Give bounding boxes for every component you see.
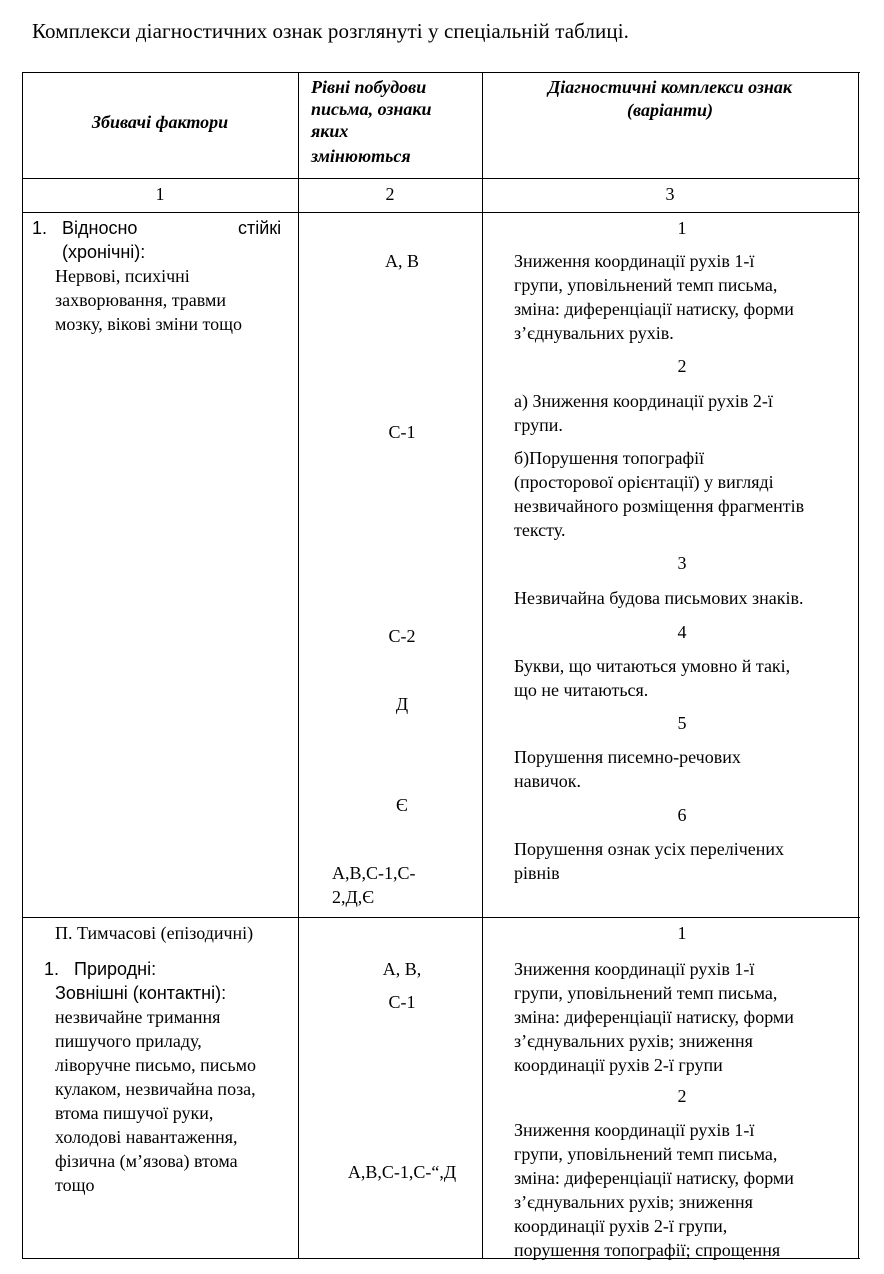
- variant-line: незвичайного розміщення фрагментів: [514, 496, 805, 516]
- variant-line: Незвичайна будова письмових знаків.: [514, 588, 804, 608]
- variant-number: 4: [677, 622, 687, 642]
- level-label: С-1: [388, 992, 416, 1012]
- variant-number: 5: [677, 713, 687, 733]
- section2-factor-line: кулаком, незвичайна поза,: [55, 1079, 256, 1099]
- section2-factor-line: фізична (м’язова) втома: [55, 1151, 238, 1171]
- section2-factor-line: незвичайне тримання: [55, 1007, 221, 1027]
- variant-line: Порушення писемно-речових: [514, 747, 741, 767]
- column-number: 2: [385, 184, 395, 204]
- intro-text: Комплекси діагностичних ознак розглянуті у спеціальній таблиці.: [32, 19, 629, 43]
- variant-line: Зниження координації рухів 1-ї: [514, 251, 755, 271]
- section1-factor-line: мозку, вікові зміни тощо: [55, 314, 243, 334]
- level-label: А, В,: [382, 959, 422, 979]
- variant-line: координації рухів 2-ї групи,: [514, 1216, 728, 1236]
- variant-number: 1: [677, 218, 687, 238]
- section2-sub-title: Природні:: [74, 959, 157, 979]
- variant-line: групи, уповільнений темп письма,: [514, 1144, 778, 1164]
- table-rule: [22, 917, 860, 918]
- level-label: Є: [396, 795, 408, 815]
- variant-line: б)Порушення топографії: [514, 448, 705, 468]
- column-number: 1: [155, 184, 165, 204]
- section1-factor-line: Нервові, психічні: [55, 266, 190, 286]
- variant-line: рівнів: [514, 863, 560, 883]
- table-rule: [22, 178, 860, 179]
- section2-title: П. Тимчасові (епізодичні): [55, 923, 254, 943]
- variant-number: 6: [677, 805, 687, 825]
- level-label: Д: [395, 694, 409, 714]
- table-rule: [22, 212, 860, 213]
- variant-line: зміна: диференціації натиску, форми: [514, 299, 794, 319]
- section1-factor-line: захворювання, травми: [55, 290, 227, 310]
- variant-line: групи.: [514, 415, 563, 435]
- variant-number: 2: [677, 356, 687, 376]
- variant-line: групи, уповільнений темп письма,: [514, 275, 778, 295]
- section1-factor-word: Відносно: [62, 218, 138, 238]
- section2-factor-line: пишучого приладу,: [55, 1031, 202, 1051]
- variant-line: що не читаються.: [514, 680, 649, 700]
- variant-line: Зниження координації рухів 1-ї: [514, 1120, 755, 1140]
- section2-factor-line: Зовнішні (контактні):: [55, 983, 227, 1003]
- section2-factor-line: холодові навантаження,: [55, 1127, 238, 1147]
- header-levels-line: яких: [311, 121, 349, 141]
- variant-line: Букви, що читаються умовно й такі,: [514, 656, 791, 676]
- level-label: 2,Д,Є: [332, 887, 375, 907]
- variant-number: 3: [677, 553, 687, 573]
- table-border-right: [858, 72, 859, 1259]
- variant-line: з’єднувальних рухів.: [514, 323, 674, 343]
- section1-number: 1.: [32, 218, 48, 238]
- variant-line: з’єднувальних рухів; зниження: [514, 1031, 753, 1051]
- variant-line: навичок.: [514, 771, 582, 791]
- level-label: А,В,С-1,С-: [332, 863, 416, 883]
- section1-factor-word: стійкі: [238, 218, 282, 238]
- section1-factor-line: (хронічні):: [62, 242, 146, 262]
- column-number: 3: [665, 184, 675, 204]
- variant-line: координації рухів 2-ї групи: [514, 1055, 723, 1075]
- header-factors: Збивачі фактори: [91, 112, 229, 132]
- variant-line: з’єднувальних рухів; зниження: [514, 1192, 753, 1212]
- variant-line: а) Зниження координації рухів 2-ї: [514, 391, 773, 411]
- header-complexes-line: (варіанти): [627, 100, 713, 120]
- variant-line: Зниження координації рухів 1-ї: [514, 959, 755, 979]
- header-levels-line: письма, ознаки: [311, 99, 432, 119]
- variant-line: порушення топографії; спрощення: [514, 1240, 781, 1260]
- variant-line: тексту.: [514, 520, 566, 540]
- variant-line: групи, уповільнений темп письма,: [514, 983, 778, 1003]
- level-label: С-1: [388, 422, 416, 442]
- level-label: А, В: [384, 251, 419, 271]
- header-levels-line: змінюються: [311, 146, 411, 166]
- variant-number: 1: [677, 923, 687, 943]
- section2-factor-line: втома пишучої руки,: [55, 1103, 214, 1123]
- section2-factor-line: тощо: [55, 1175, 95, 1195]
- header-levels-line: Рівні побудови: [311, 77, 427, 97]
- table-border-left: [22, 72, 23, 1259]
- variant-line: (просторової орієнтації) у вигляді: [514, 472, 774, 492]
- level-label: А,В,С-1,С-“,Д: [347, 1162, 457, 1182]
- table-border-top: [22, 72, 860, 73]
- variant-number: 2: [677, 1086, 687, 1106]
- section2-sub-number: 1.: [44, 959, 60, 979]
- variant-line: зміна: диференціації натиску, форми: [514, 1007, 794, 1027]
- header-complexes-line: Діагностичні комплекси ознак: [547, 77, 793, 97]
- level-label: С-2: [388, 626, 416, 646]
- variant-line: зміна: диференціації натиску, форми: [514, 1168, 794, 1188]
- variant-line: Порушення ознак усіх перелічених: [514, 839, 785, 859]
- section2-factor-line: ліворучне письмо, письмо: [55, 1055, 257, 1075]
